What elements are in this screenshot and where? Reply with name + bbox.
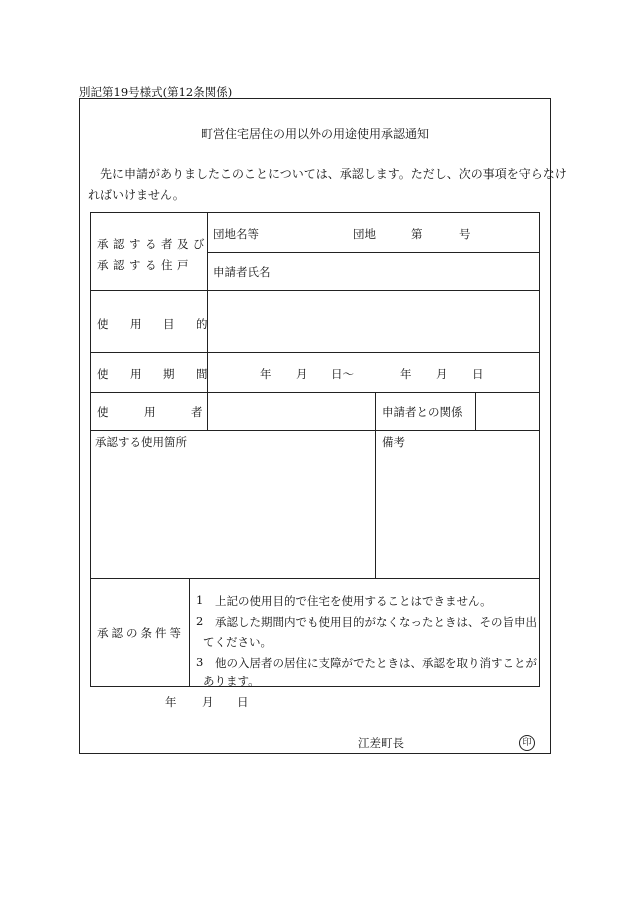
row-line-5 bbox=[90, 578, 540, 579]
row-line-2 bbox=[90, 352, 540, 353]
period-day-1: 日〜 bbox=[331, 367, 354, 381]
period-year-1: 年 bbox=[260, 367, 272, 381]
intro-line-2: ればいけません。 bbox=[88, 188, 185, 202]
period-year-2: 年 bbox=[400, 367, 412, 381]
applicant-name-label: 申請者氏名 bbox=[213, 265, 271, 279]
condition-3-text-1: 他の入居者の居住に支障がでたときは、承認を取り消すことが bbox=[215, 656, 537, 670]
number-suffix: 号 bbox=[459, 227, 471, 241]
row-line-danchi bbox=[207, 252, 540, 253]
conditions-column-line bbox=[189, 578, 190, 686]
user-label: 使 用 者 bbox=[97, 405, 215, 419]
condition-1-text: 上記の使用目的で住宅を使用することはできません。 bbox=[215, 594, 492, 608]
table-border-top bbox=[90, 212, 540, 213]
danchi-name-label: 団地名等 bbox=[213, 227, 259, 241]
approved-label-line-1: 承認する者及び bbox=[97, 237, 209, 251]
period-label: 使 用 期 間 bbox=[97, 367, 213, 381]
mid-column-line bbox=[375, 392, 376, 578]
condition-3-number: 3 bbox=[196, 655, 204, 669]
issuer-name: 江差町長 bbox=[358, 736, 404, 750]
row-line-1 bbox=[90, 290, 540, 291]
seal-mark: 印 bbox=[519, 735, 535, 751]
conditions-label: 承認の条件等 bbox=[97, 626, 184, 640]
table-border-right bbox=[539, 212, 540, 687]
condition-2-text-2: てください。 bbox=[203, 635, 272, 649]
condition-1-number: 1 bbox=[196, 593, 204, 607]
intro-line-1: 先に申請がありましたこのことについては、承認します。ただし、次の事項を守らなけ bbox=[100, 167, 567, 181]
row-line-3 bbox=[90, 392, 540, 393]
period-month-1: 月 bbox=[296, 367, 308, 381]
number-prefix: 第 bbox=[411, 227, 423, 241]
condition-2-number: 2 bbox=[196, 614, 204, 628]
period-month-2: 月 bbox=[436, 367, 448, 381]
approved-label-line-2: 承認する住戸 bbox=[97, 258, 193, 272]
purpose-label: 使 用 目 的 bbox=[97, 317, 213, 331]
table-border-left bbox=[90, 212, 91, 687]
remarks-label: 備考 bbox=[382, 435, 405, 449]
table-border-bottom bbox=[90, 686, 540, 687]
date-day: 日 bbox=[237, 695, 249, 709]
date-year: 年 bbox=[165, 695, 177, 709]
condition-2-text-1: 承認した期間内でも使用目的がなくなったときは、その旨申出 bbox=[215, 615, 537, 629]
date-month: 月 bbox=[202, 695, 214, 709]
form-id: 別記第19号様式(第12条関係) bbox=[79, 85, 233, 99]
condition-3-text-2: あります。 bbox=[203, 674, 260, 688]
location-label: 承認する使用箇所 bbox=[95, 435, 187, 449]
period-day-2: 日 bbox=[472, 367, 484, 381]
danchi-unit-label: 団地 bbox=[353, 227, 376, 241]
relation-column-line bbox=[475, 392, 476, 430]
row-line-4 bbox=[90, 430, 540, 431]
document-title: 町営住宅居住の用以外の用途使用承認通知 bbox=[200, 127, 429, 141]
relation-label: 申請者との関係 bbox=[382, 405, 463, 419]
